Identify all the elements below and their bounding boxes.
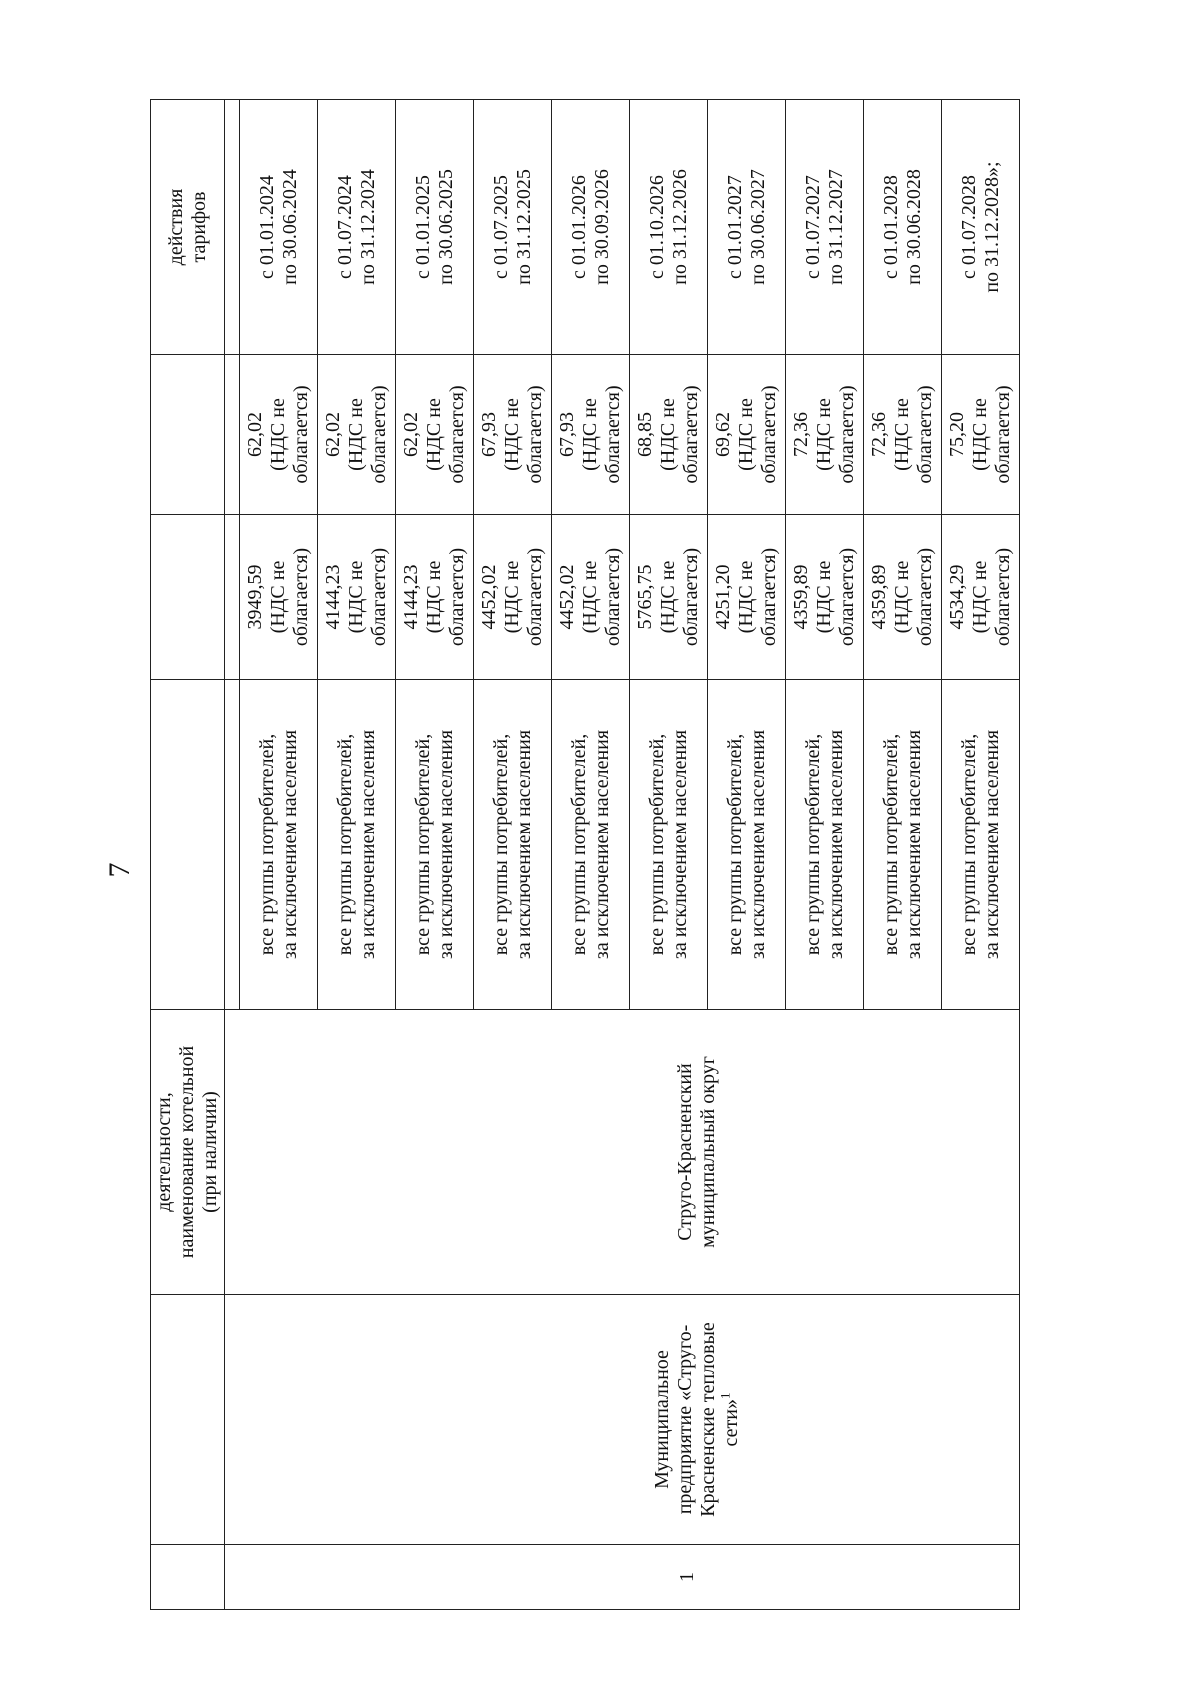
tariff2-value: 68,85 <box>634 412 656 457</box>
period-to: по 31.12.2028»; <box>980 161 1003 293</box>
tariff1-nds-line1: (НДС не <box>657 560 679 634</box>
tariff2-nds-line2: облагается) <box>446 385 468 484</box>
consumer-group-line2: за исключением населения <box>512 729 535 960</box>
tariff1-cell <box>318 515 396 680</box>
consumer-group-line1: все группы потребителей, <box>567 733 590 956</box>
tariff2-cell <box>708 355 786 515</box>
tariff1-value: 4534,29 <box>946 564 968 630</box>
tariff2-value: 62,02 <box>244 412 266 457</box>
consumer-group-line2: за исключением населения <box>980 729 1003 960</box>
consumer-group-line1: все группы потребителей, <box>957 733 980 956</box>
tariff2-nds-line2: облагается) <box>836 385 858 484</box>
tariff2-cell <box>864 355 942 515</box>
rotated-table-container <box>150 100 1015 1610</box>
period-cell <box>630 100 708 355</box>
tariff1-cell <box>240 515 318 680</box>
consumer-group-cell <box>396 680 474 1010</box>
tariff1-nds-line2: облагается) <box>680 547 702 647</box>
period-from: с 01.01.2024 <box>255 175 278 279</box>
period-from: с 01.07.2027 <box>801 175 824 279</box>
period-cell <box>708 100 786 355</box>
tariff1-cell <box>474 515 552 680</box>
period-cell <box>942 100 1020 355</box>
consumer-group-cell <box>474 680 552 1010</box>
consumer-group-cell <box>240 680 318 1010</box>
activity-line2: муниципальный округ <box>697 1056 719 1248</box>
tariff1-nds-line1: (НДС не <box>735 560 757 634</box>
period-to: по 31.12.2026 <box>668 169 691 285</box>
consumer-group-line2: за исключением населения <box>356 729 379 960</box>
consumer-group-line2: за исключением населения <box>746 729 769 960</box>
tariff1-nds-line1: (НДС не <box>501 560 523 634</box>
consumer-group-line1: все группы потребителей, <box>411 733 434 956</box>
tariff1-value: 4452,02 <box>556 564 578 630</box>
tariff2-value: 67,93 <box>556 412 578 457</box>
header-activity-line2: наименование котельной <box>176 1045 198 1259</box>
tariff2-cell <box>630 355 708 515</box>
consumer-group-cell <box>318 680 396 1010</box>
tariff2-value: 67,93 <box>478 412 500 457</box>
consumer-group-line1: все группы потребителей, <box>333 733 356 956</box>
period-from: с 01.07.2025 <box>489 175 512 279</box>
header-tariff1-cell <box>151 515 225 680</box>
activity-name <box>524 1014 720 1290</box>
tariff1-cell <box>552 515 630 680</box>
period-from: с 01.01.2025 <box>411 175 434 279</box>
period-to: по 30.06.2027 <box>746 169 769 285</box>
tariff2-nds-line2: облагается) <box>368 385 390 484</box>
consumer-group-line1: все группы потребителей, <box>723 733 746 956</box>
subheader-tariff2-cell <box>225 355 240 515</box>
tariff2-nds-line1: (НДС не <box>267 398 289 471</box>
subheader-group-cell <box>225 680 240 1010</box>
organization-line1: Муниципальное <box>651 1350 673 1489</box>
header-tariff2-cell <box>151 355 225 515</box>
consumer-group-cell <box>708 680 786 1010</box>
tariff1-cell <box>630 515 708 680</box>
tariff1-value: 4144,23 <box>322 564 344 630</box>
tariff2-nds-line2: облагается) <box>290 385 312 484</box>
header-activity-line3: (при наличии) <box>199 1091 221 1213</box>
period-cell <box>474 100 552 355</box>
tariff2-nds-line1: (НДС не <box>813 398 835 471</box>
tariff2-cell <box>396 355 474 515</box>
period-cell <box>318 100 396 355</box>
tariff2-nds-line1: (НДС не <box>579 398 601 471</box>
period-to: по 30.06.2028 <box>902 169 925 285</box>
tariff2-cell <box>318 355 396 515</box>
tariff-table <box>150 99 1020 1610</box>
activity-line1: Струго-Красненский <box>674 1063 696 1241</box>
tariff2-nds-line2: облагается) <box>758 385 780 484</box>
period-cell <box>396 100 474 355</box>
subheader-tariff1-cell <box>225 515 240 680</box>
tariff1-nds-line1: (НДС не <box>345 560 367 634</box>
organization-cell <box>225 1295 1020 1545</box>
tariff2-cell <box>942 355 1020 515</box>
tariff2-cell <box>552 355 630 515</box>
tariff1-nds-line1: (НДС не <box>579 560 601 634</box>
tariff1-cell <box>942 515 1020 680</box>
tariff2-nds-line1: (НДС не <box>423 398 445 471</box>
tariff1-nds-line2: облагается) <box>836 547 858 647</box>
period-from: с 01.10.2026 <box>645 175 668 279</box>
organization-line3: Красненские тепловые <box>697 1322 719 1517</box>
period-to: по 30.09.2026 <box>590 169 613 285</box>
period-from: с 01.01.2026 <box>567 175 590 279</box>
tariff1-nds-line1: (НДС не <box>423 560 445 634</box>
tariff2-value: 72,36 <box>868 412 890 457</box>
page-number: 7 <box>103 862 136 878</box>
tariff2-nds-line1: (НДС не <box>969 398 991 471</box>
period-from: с 01.01.2027 <box>723 175 746 279</box>
tariff1-value: 4359,89 <box>868 564 890 630</box>
period-to: по 31.12.2024 <box>356 169 379 285</box>
tariff2-cell <box>240 355 318 515</box>
header-row <box>151 100 225 1610</box>
organization-name <box>501 1299 743 1540</box>
tariff1-value: 3949,59 <box>244 564 266 630</box>
tariff2-nds-line2: облагается) <box>602 385 624 484</box>
tariff1-nds-line2: облагается) <box>446 547 468 647</box>
tariff2-nds-line2: облагается) <box>524 385 546 484</box>
tariff1-value: 4144,23 <box>400 564 422 630</box>
tariff1-nds-line2: облагается) <box>290 547 312 647</box>
tariff1-nds-line2: облагается) <box>602 547 624 647</box>
consumer-group-line1: все группы потребителей, <box>489 733 512 956</box>
consumer-group-line2: за исключением населения <box>278 729 301 960</box>
consumer-group-line1: все группы потребителей, <box>255 733 278 956</box>
period-cell <box>786 100 864 355</box>
header-number-cell <box>151 1545 225 1610</box>
tariff1-value: 4251,20 <box>712 564 734 630</box>
consumer-group-line2: за исключением населения <box>902 729 925 960</box>
row-number-cell <box>225 1545 1020 1610</box>
header-organization-cell <box>151 1295 225 1545</box>
tariff2-nds-line1: (НДС не <box>891 398 913 471</box>
period-cell <box>240 100 318 355</box>
consumer-group-line2: за исключением населения <box>434 729 457 960</box>
period-cell <box>864 100 942 355</box>
tariff1-nds-line1: (НДС не <box>267 560 289 634</box>
tariff1-cell <box>786 515 864 680</box>
tariff1-cell <box>708 515 786 680</box>
tariff2-nds-line1: (НДС не <box>657 398 679 471</box>
tariff1-value: 4452,02 <box>478 564 500 630</box>
consumer-group-cell <box>786 680 864 1010</box>
tariff2-cell <box>786 355 864 515</box>
consumer-group-cell <box>864 680 942 1010</box>
consumer-group-line2: за исключением населения <box>668 729 691 960</box>
tariff2-value: 72,36 <box>790 412 812 457</box>
organization-line4-text: сети» <box>720 1399 742 1447</box>
tariff1-value: 4359,89 <box>790 564 812 630</box>
tariff1-cell <box>396 515 474 680</box>
tariff2-nds-line2: облагается) <box>680 385 702 484</box>
period-to: по 31.12.2025 <box>512 169 535 285</box>
header-group-cell <box>151 680 225 1010</box>
row-number: 1 <box>675 1572 698 1582</box>
period-cell <box>552 100 630 355</box>
organization-line2: предприятие «Струго- <box>674 1324 696 1515</box>
tariff1-nds-line2: облагается) <box>758 547 780 647</box>
header-period-line1: действия <box>164 188 187 266</box>
header-period-line2: тарифов <box>187 191 210 263</box>
tariff1-nds-line1: (НДС не <box>891 560 913 634</box>
tariff2-nds-line2: облагается) <box>914 385 936 484</box>
tariff2-value: 75,20 <box>946 412 968 457</box>
tariff1-cell <box>864 515 942 680</box>
activity-cell <box>225 1010 1020 1295</box>
tariff-table-body <box>151 100 1020 1610</box>
tariff2-nds-line1: (НДС не <box>501 398 523 471</box>
period-to: по 30.06.2024 <box>278 169 301 285</box>
consumer-group-cell <box>630 680 708 1010</box>
tariff1-nds-line1: (НДС не <box>813 560 835 634</box>
header-activity-line1: деятельности, <box>153 1092 175 1212</box>
consumer-group-cell <box>942 680 1020 1010</box>
header-period-cell <box>151 100 225 355</box>
consumer-group-line1: все группы потребителей, <box>801 733 824 956</box>
period-to: по 30.06.2025 <box>434 169 457 285</box>
tariff2-value: 69,62 <box>712 412 734 457</box>
organization-line4 <box>717 1299 743 1540</box>
tariff1-nds-line2: облагается) <box>992 547 1014 647</box>
consumer-group-line1: все группы потребителей, <box>645 733 668 956</box>
tariff2-cell <box>474 355 552 515</box>
period-from: с 01.07.2028 <box>957 175 980 279</box>
tariff1-nds-line2: облагается) <box>914 547 936 647</box>
period-from: с 01.07.2024 <box>333 175 356 279</box>
tariff2-value: 62,02 <box>400 412 422 457</box>
period-to: по 31.12.2027 <box>824 169 847 285</box>
tariff1-nds-line2: облагается) <box>368 547 390 647</box>
tariff2-nds-line2: облагается) <box>992 385 1014 484</box>
tariff1-value: 5765,75 <box>634 564 656 630</box>
tariff2-nds-line1: (НДС не <box>345 398 367 471</box>
subheader-period-cell <box>225 100 240 355</box>
tariff1-nds-line1: (НДС не <box>969 560 991 634</box>
tariff2-nds-line1: (НДС не <box>735 398 757 471</box>
tariff1-nds-line2: облагается) <box>524 547 546 647</box>
consumer-group-cell <box>552 680 630 1010</box>
subheader-row <box>225 100 240 1610</box>
organization-footnote-mark: 1 <box>717 1392 733 1400</box>
consumer-group-line1: все группы потребителей, <box>879 733 902 956</box>
consumer-group-line2: за исключением населения <box>590 729 613 960</box>
header-activity-cell <box>151 1010 225 1295</box>
consumer-group-line2: за исключением населения <box>824 729 847 960</box>
tariff2-value: 62,02 <box>322 412 344 457</box>
period-from: с 01.01.2028 <box>879 175 902 279</box>
